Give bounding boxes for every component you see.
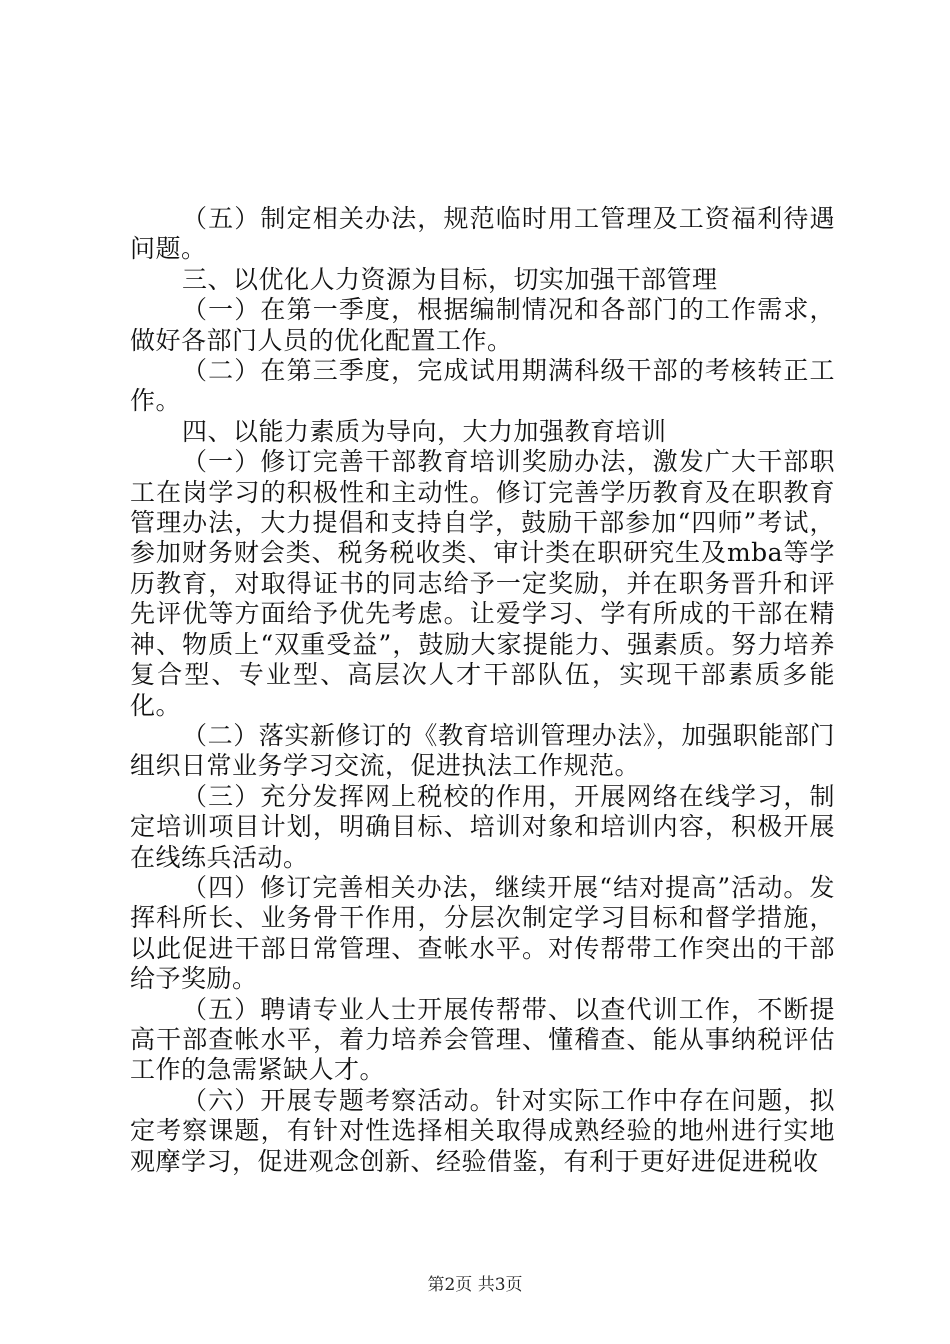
- paragraph-4-5: （五）聘请专业人士开展传帮带、以查代训工作，不断提高干部查帐水平，着力培养会管理、懂稽查、能从事纳税评估工作的急需紧缺人才。: [130, 994, 835, 1085]
- section-heading-4: 四、以能力素质为导向，大力加强教育培训: [182, 416, 667, 446]
- section-heading-3: 三、以优化人力资源为目标，切实加强干部管理: [182, 264, 718, 294]
- paragraph-4-6: （六）开展专题考察活动。针对实际工作中存在问题，拟定考察课题，有针对性选择相关取得成熟经验的地州进行实地观摩学习，促进观念创新、经验借鉴，有利于更好进促进税收: [130, 1085, 835, 1176]
- paragraph-5-temp-labor: （五）制定相关办法，规范临时用工管理及工资福利待遇问题。: [130, 204, 835, 264]
- document-body: [130, 204, 835, 1177]
- paragraph-4-2: （二）落实新修订的《教育培训管理办法》，加强职能部门组织日常业务学习交流，促进执法工作规范。: [130, 720, 835, 781]
- paragraph-4-4: （四）修订完善相关办法，继续开展“结对提高”活动。发挥科所长、业务骨干作用，分层次制定学习目标和督学措施，以此促进干部日常管理、查帐水平。对传帮带工作突出的干部给予奖励。: [130, 872, 835, 994]
- paragraph-4-3: （三）充分发挥网上税校的作用，开展网络在线学习，制定培训项目计划，明确目标、培训对象和培训内容，积极开展在线练兵活动。: [130, 781, 835, 872]
- page-footer: [0, 1270, 950, 1295]
- paragraph-3-2: （二）在第三季度，完成试用期满科级干部的考核转正工作。: [130, 356, 835, 416]
- paragraph-3-1: （一）在第一季度，根据编制情况和各部门的工作需求，做好各部门人员的优化配置工作。: [130, 295, 835, 355]
- page-number: 第2页 共3页: [427, 1275, 523, 1295]
- paragraph-4-1: （一）修订完善干部教育培训奖励办法，激发广大干部职工在岗学习的积极性和主动性。修订完善学历教育及在职教育管理办法，大力提倡和支持自学，鼓励干部参加“四师”考试，参加财务财会类、税务税收类、审计类在职研究生及mba等学历教育，对取得证书的同志给予一定奖励，并在职务晋升和评先评优等方面给予优先考虑。让爱学习、学有所成的干部在精神、物质上“双重受益”，鼓励大家提能力、强素质。努力培养复合型、专业型、高层次人才干部队伍，实现干部素质多能化。: [130, 447, 835, 720]
